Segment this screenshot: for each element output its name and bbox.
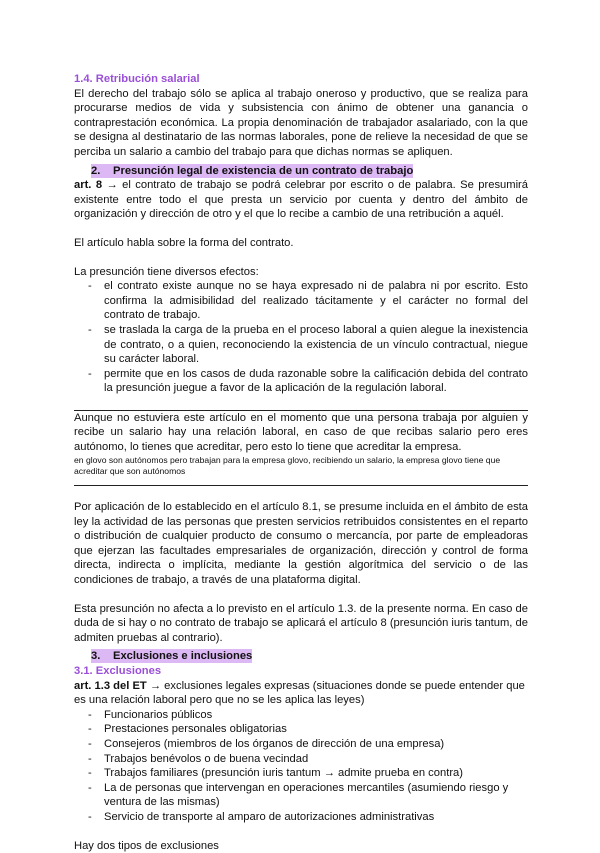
exclusions-list (74, 708, 528, 825)
section-3-heading (74, 649, 528, 664)
list-item: - Trabajos familiares (presunción iuris tantum → admite prueba en contra) (74, 766, 528, 781)
list-item: - Servicio de transporte al amparo de autorizaciones administrativas (74, 810, 528, 825)
section-3-1-heading: 3.1. Exclusiones (74, 665, 162, 677)
section-1-4-heading: 1.4. Retribución salarial (74, 73, 200, 85)
list-item: - permite que en los casos de duda razonable sobre la calificación debida del contrato la presunción juegue a favor de la aplicación de la regulación laboral. (74, 367, 528, 396)
section-1-4-paragraph: El derecho del trabajo sólo se aplica al trabajo oneroso y productivo, que se realiza para procurarse medios de vida y subsistencia con ánimo de obtener una ganancia o contraprestación económica. La propia denominación de trabajador asalariado, con la que se designa al destinatario de las normas laborales, pone de relieve la necesidad de que se perciba un salario a cambio del trabajo para que dichas normas se apliquen. (74, 87, 528, 158)
list-item: - se traslada la carga de la prueba en el proceso laboral a quien alegue la inexistencia de contrato, o a quien, reconociendo la existencia de un vínculo contractual, niegue su carácter laboral. (74, 323, 528, 367)
presumption-paragraph: Esta presunción no afecta a lo previsto en el artículo 1.3. de la presente norma. En caso de duda de si hay o no contrato de trabajo se aplicará el artículo 8 (presunción iuris tantum, de admiten pruebas al contrario). (74, 602, 528, 644)
art-1-3-paragraph (74, 679, 528, 708)
art-8-label: art. 8 (74, 179, 103, 192)
art-1-3-text: → exclusiones legales expresas (situaciones donde se puede entender que es una relación laboral pero que no se les aplica las leyes) (74, 679, 525, 707)
list-item: - Trabajos benévolos o de buena vecindad (74, 752, 528, 767)
list-item: - Consejeros (miembros de los órganos de dirección de una empresa) (74, 737, 528, 752)
section-2-number: 2. (91, 164, 101, 177)
section-3-number: 3. (91, 650, 101, 663)
list-item: - Prestaciones personales obligatorias (74, 722, 528, 737)
section-2-title: Presunción legal de existencia de un contrato de trabajo (113, 164, 414, 177)
list-item: - el contrato existe aunque no se haya expresado ni de palabra ni por escrito. Esto confirma la admisibilidad del realizado tácitamente y el carácter no formal del contrato de trabajo. (74, 279, 528, 323)
effects-intro: La presunción tiene diversos efectos: (74, 265, 259, 278)
closing-line: Hay dos tipos de exclusiones (74, 839, 219, 852)
note-small: en glovo son autónomos pero trabajan para la empresa glovo, recibiendo un salario, la empresa glovo tiene que acreditar que son autónomos (74, 454, 501, 476)
note-paragraph: Aunque no estuviera este artículo en el momento que una persona trabaja por alguien y recibe un salario hay una relación laboral, en caso de que recibas salario pero eres autónomo, lo tienes que acreditar, pero esto lo tiene que acreditar la empresa. (74, 411, 528, 454)
section-3-title: Exclusiones e inclusiones (113, 650, 253, 663)
list-item: - La de personas que intervengan en operaciones mercantiles (asumiendo riesgo y ventura de las mismas) (74, 781, 528, 810)
art-1-3-label: art. 1.3 del ET (74, 679, 147, 692)
art-8-text: → el contrato de trabajo se podrá celebrar por escrito o de palabra. Se presumirá existente entre todo el que presta un servicio por cuenta y dentro del ámbito de organización y dirección de otro y el que lo recibe a cambio de una retribución a aquél. (74, 179, 529, 221)
section-2-heading (74, 164, 528, 179)
form-note: El artículo habla sobre la forma del contrato. (74, 236, 294, 249)
effects-list (74, 279, 528, 396)
art-8-paragraph (74, 178, 528, 222)
art-8-1-paragraph: Por aplicación de lo establecido en el artículo 8.1, se presume incluida en el ámbito de esta ley la actividad de las personas que presten servicios retribuidos consistentes en el reparto o distribución de cualquier producto de consumo o mercancía, por parte de empleadoras que ejerzan las facultades empresariales de organización, dirección y control de forma directa, indirecta o implícita, mediante la gestión algorítmica del servicio o de las condiciones de trabajo, a través de una plataforma digital. (74, 501, 528, 587)
list-item: - Funcionarios públicos (74, 708, 528, 723)
